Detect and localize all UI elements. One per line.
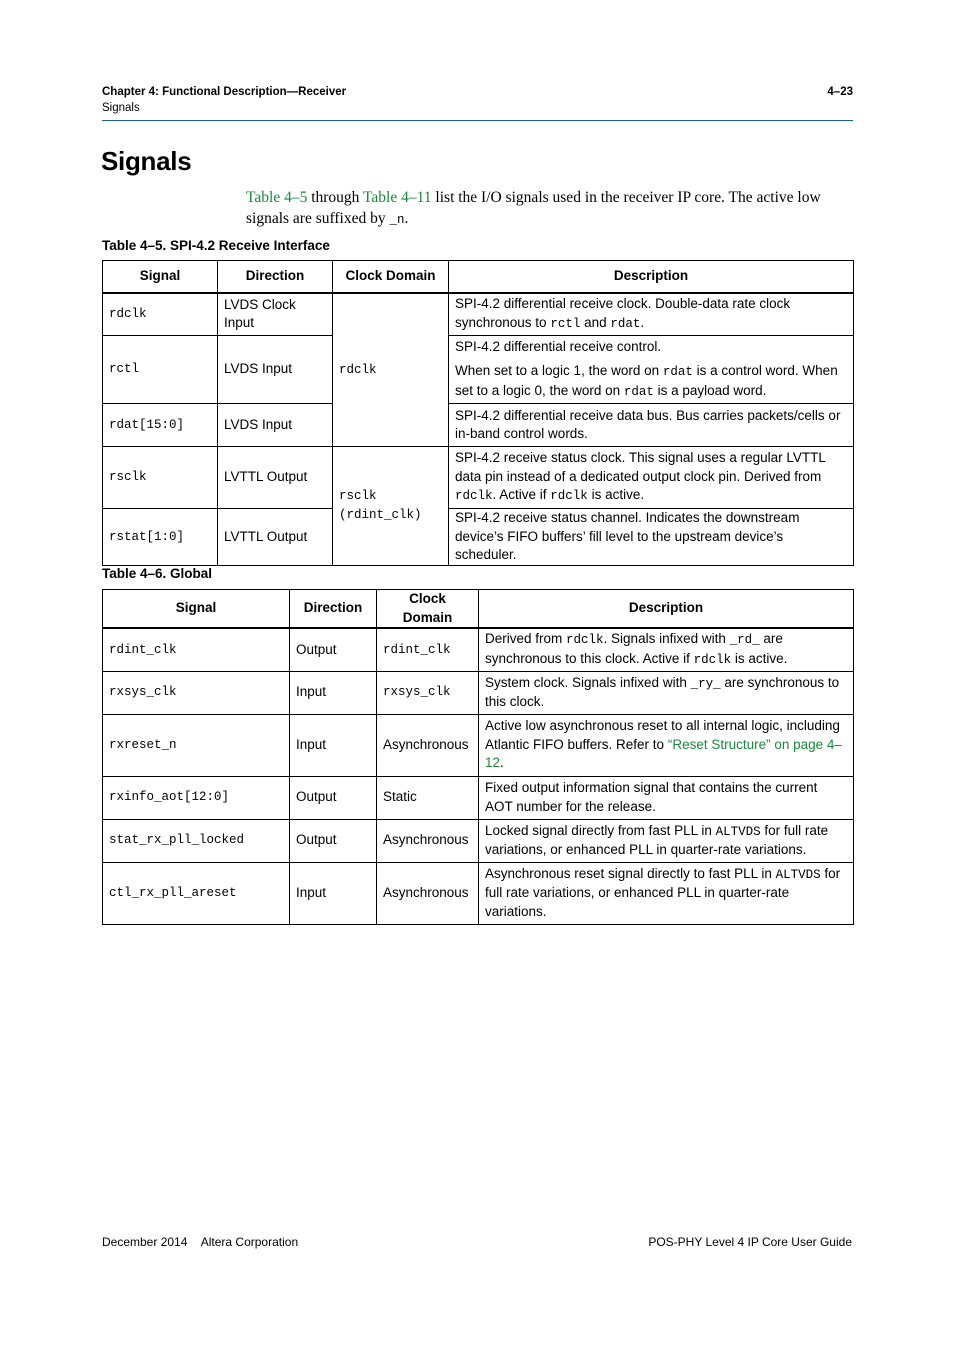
signal-cell: ctl_rx_pll_areset <box>103 862 290 924</box>
direction-cell: Output <box>290 819 377 862</box>
column-header: Description <box>479 590 854 629</box>
spi-receive-table <box>102 260 854 566</box>
clock-domain-cell: Asynchronous <box>377 714 479 776</box>
column-header: Direction <box>218 261 333 293</box>
description-cell: System clock. Signals infixed with _ry_ are synchronous to this clock. <box>479 671 854 714</box>
table-row <box>103 293 854 336</box>
clock-domain-cell: rsclk (rdint_clk) <box>333 447 449 566</box>
table-row <box>103 509 854 566</box>
table-row <box>103 336 854 404</box>
signal-cell: rxreset_n <box>103 714 290 776</box>
clock-domain-cell: rxsys_clk <box>377 671 479 714</box>
page-title: Signals <box>101 146 192 176</box>
table-row <box>103 671 854 714</box>
column-header: Direction <box>290 590 377 629</box>
clock-domain-cell: Static <box>377 776 479 819</box>
page-header <box>102 84 853 116</box>
description-cell: SPI-4.2 receive status clock. This signal uses a regular LVTTL data pin instead of a dedicated output clock pin. Derived from rdclk. Active if rdclk is active. <box>449 447 854 509</box>
footer-doc-title: POS-PHY Level 4 IP Core User Guide <box>648 1235 852 1249</box>
direction-cell: Input <box>290 714 377 776</box>
description-cell: Asynchronous reset signal directly to fast PLL in ALTVDS for full rate variations, or enhanced PLL in quarter-rate variations. <box>479 862 854 924</box>
link-table-4-11[interactable]: Table 4–11 <box>363 189 432 206</box>
page-number: 4–23 <box>827 86 853 98</box>
direction-cell: Output <box>290 776 377 819</box>
signal-cell: rxsys_clk <box>103 671 290 714</box>
clock-domain-cell: rdint_clk <box>377 628 479 671</box>
description-cell: Fixed output information signal that contains the current AOT number for the release. <box>479 776 854 819</box>
direction-cell: LVDS Input <box>218 404 333 447</box>
direction-cell: LVDS Clock Input <box>218 293 333 336</box>
direction-cell: Input <box>290 671 377 714</box>
signal-cell: rstat[1:0] <box>103 509 218 566</box>
intro-text: . <box>404 210 409 227</box>
footer-left <box>102 1235 298 1249</box>
signal-cell: rdclk <box>103 293 218 336</box>
clock-domain-cell: rdclk <box>333 293 449 447</box>
table-row <box>103 819 854 862</box>
column-header: Clock Domain <box>377 590 479 629</box>
table-caption: Table 4–5. SPI-4.2 Receive Interface <box>102 238 330 253</box>
table-row <box>103 714 854 776</box>
signal-cell: rsclk <box>103 447 218 509</box>
signal-cell: stat_rx_pll_locked <box>103 819 290 862</box>
chapter-title: Chapter 4: Functional Description—Receiver <box>102 86 347 98</box>
global-table <box>102 589 854 925</box>
intro-text: list the I/O signals used in the receiver IP core. The active low signals are suffixed by <box>246 189 821 227</box>
signal-cell: rdat[15:0] <box>103 404 218 447</box>
description-cell: Active low asynchronous reset to all internal logic, including Atlantic FIFO buffers. Refer to “Reset Structure” on page 4–12. <box>479 714 854 776</box>
column-header: Signal <box>103 590 290 629</box>
column-header: Signal <box>103 261 218 293</box>
footer-company: Altera Corporation <box>200 1235 299 1249</box>
description-cell: SPI-4.2 differential receive data bus. Bus carries packets/cells or in-band control words. <box>449 404 854 447</box>
table-row <box>103 628 854 671</box>
intro-paragraph <box>246 187 846 231</box>
link-table-4-5[interactable]: Table 4–5 <box>246 189 308 206</box>
direction-cell: LVTTL Output <box>218 509 333 566</box>
signal-cell: rctl <box>103 336 218 404</box>
section-name: Signals <box>102 102 140 114</box>
clock-domain-cell: Asynchronous <box>377 862 479 924</box>
footer-date: December 2014 <box>102 1235 188 1249</box>
signal-cell: rdint_clk <box>103 628 290 671</box>
description-cell: Locked signal directly from fast PLL in ALTVDS for full rate variations, or enhanced PLL in quarter-rate variations. <box>479 819 854 862</box>
header-rule <box>102 120 853 121</box>
table-caption: Table 4–6. Global <box>102 566 213 581</box>
suffix-code: _n <box>389 213 405 227</box>
direction-cell: Input <box>290 862 377 924</box>
clock-domain-cell: Asynchronous <box>377 819 479 862</box>
direction-cell: LVTTL Output <box>218 447 333 509</box>
intro-text: through <box>307 189 364 206</box>
description-cell: Derived from rdclk. Signals infixed with _rd_ are synchronous to this clock. Active if rdclk is active. <box>479 628 854 671</box>
table-row <box>103 776 854 819</box>
link-reset-structure[interactable]: “Reset Structure” on page 4–12 <box>485 736 842 771</box>
description-cell: SPI-4.2 receive status channel. Indicates the downstream device’s FIFO buffers’ fill level to the upstream device’s scheduler. <box>449 509 854 566</box>
description-cell: SPI-4.2 differential receive clock. Double-data rate clock synchronous to rctl and rdat. <box>449 293 854 336</box>
signal-cell: rxinfo_aot[12:0] <box>103 776 290 819</box>
table-row <box>103 404 854 447</box>
column-header: Description <box>449 261 854 293</box>
table-row <box>103 447 854 509</box>
column-header: Clock Domain <box>333 261 449 293</box>
table-row <box>103 862 854 924</box>
description-cell: SPI-4.2 differential receive control. When set to a logic 1, the word on rdat is a control word. When set to a logic 0, the word on rdat is a payload word. <box>449 336 854 404</box>
direction-cell: LVDS Input <box>218 336 333 404</box>
direction-cell: Output <box>290 628 377 671</box>
